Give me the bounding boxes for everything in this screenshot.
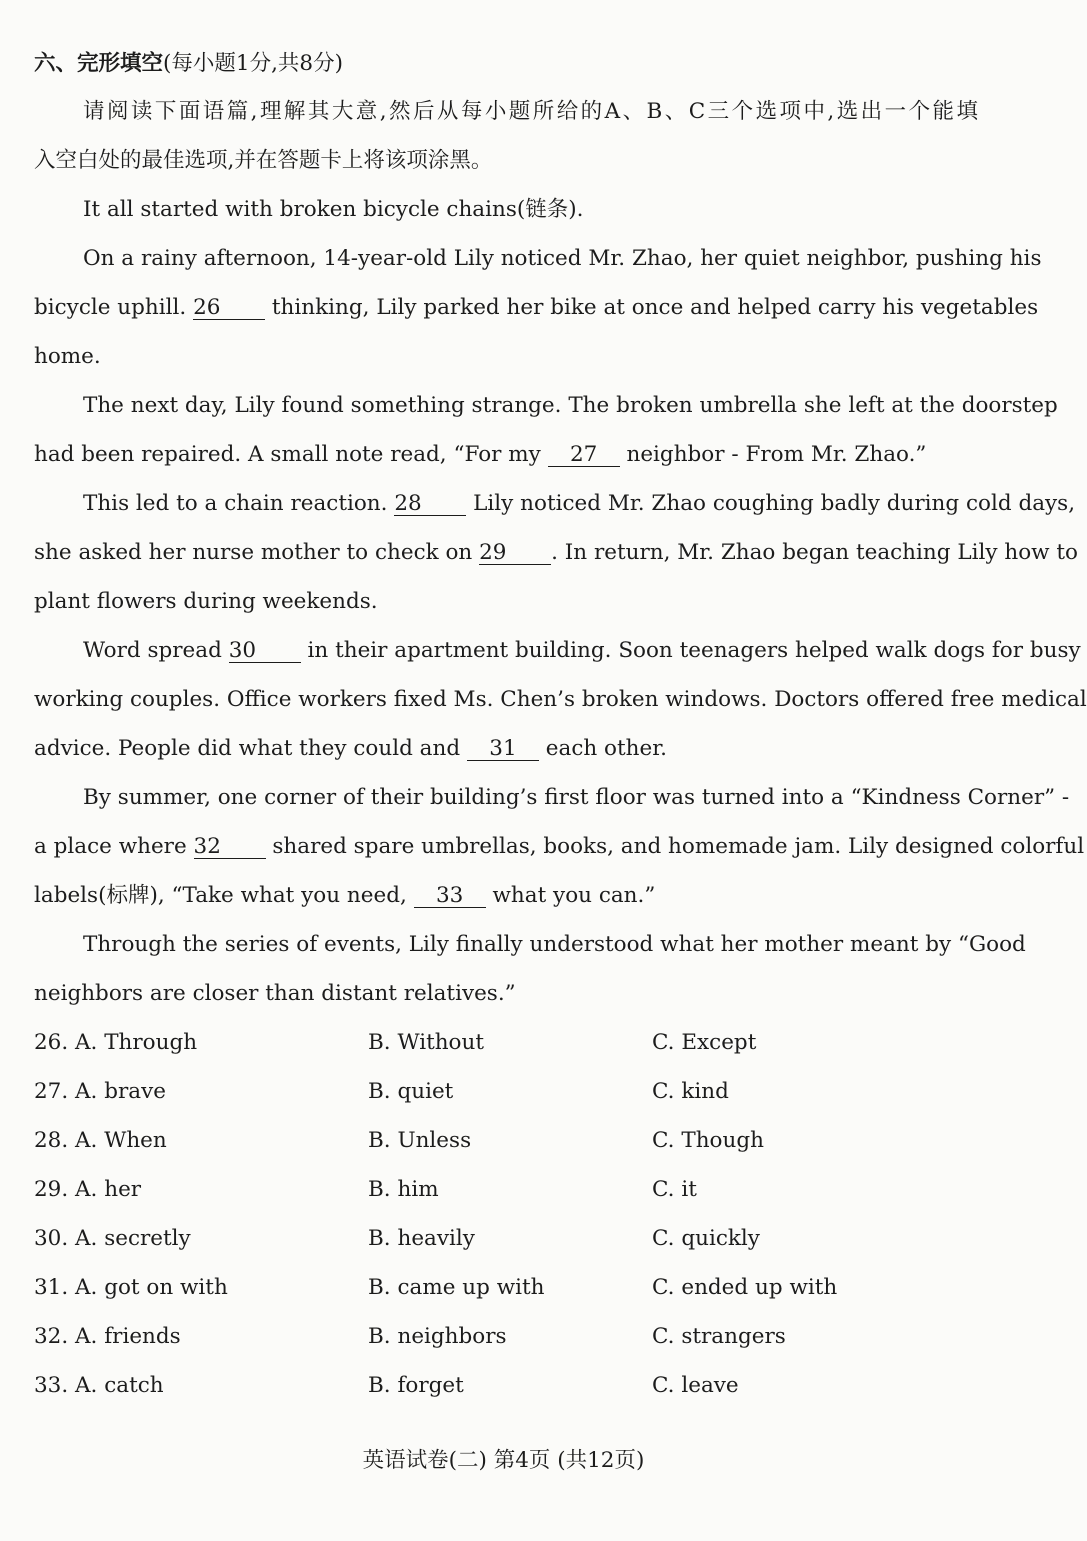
passage-line: It all started with broken bicycle chains(链条). [83,197,584,222]
passage-line [34,736,978,762]
blank-33: 33 [414,885,486,908]
passage-text: Word spread [83,638,222,663]
option-a: 32. A. friends [34,1324,181,1349]
passage-text: thinking, Lily parked her bike at once and helped carry his vegetables [271,295,1039,320]
option-b: B. Without [368,1030,484,1055]
passage-line: By summer, one corner of their building’s first floor was turned into a “Kindness Corner” - [83,785,1070,810]
option-c: C. strangers [652,1324,786,1349]
passage-line [34,295,1039,321]
passage-line: home. [34,344,101,369]
instructions-line-2: 入空白处的最佳选项,并在答题卡上将该项涂黑。 [34,148,493,173]
option-c: C. leave [652,1373,739,1398]
passage-line: The next day, Lily found something strange. The broken umbrella she left at the doorstep [83,393,1058,418]
passage-line [34,834,1085,860]
passage-text: a place where [34,834,187,859]
passage-line [83,638,1081,664]
passage-text: labels(标牌), “Take what you need, [34,883,407,908]
option-a: 26. A. Through [34,1030,198,1055]
option-b: B. Unless [368,1128,472,1153]
passage-text: This led to a chain reaction. [83,491,388,516]
option-c: C. Except [652,1030,757,1055]
passage-text: she asked her nurse mother to check on [34,540,473,565]
passage-line [34,540,1078,566]
section-title: 六、完形填空 [34,51,164,76]
option-a: 27. A. brave [34,1079,166,1104]
passage-text: neighbor - From Mr. Zhao.” [626,442,927,467]
blank-32: 32 [194,836,266,859]
blank-26: 26 [193,297,265,320]
passage-line [83,491,1076,517]
option-b: B. neighbors [368,1324,507,1349]
passage-text: Lily noticed Mr. Zhao coughing badly during cold days, [473,491,1076,516]
passage-text: shared spare umbrellas, books, and homemade jam. Lily designed colorful [272,834,1085,859]
option-c: C. kind [652,1079,729,1104]
passage-text: what you can.” [492,883,656,908]
passage-text: each other. [545,736,667,761]
passage-line [34,442,978,468]
section-heading [34,51,978,77]
option-b: B. him [368,1177,439,1202]
passage-line: plant flowers during weekends. [34,589,378,614]
option-a: 33. A. catch [34,1373,164,1398]
blank-30: 30 [229,640,301,663]
passage-text: had been repaired. A small note read, “For my [34,442,541,467]
section-note: (每小题1分,共8分) [163,51,343,76]
page-footer: 英语试卷(二) 第4页 (共12页) [362,1448,645,1473]
passage-line [34,883,978,909]
passage-text: . In return, Mr. Zhao began teaching Lily how to [551,540,1078,565]
option-a: 28. A. When [34,1128,167,1153]
instructions-line-1: 请阅读下面语篇,理解其大意,然后从每小题所给的A、B、C三个选项中,选出一个能填 [83,99,978,124]
option-c: C. quickly [652,1226,760,1251]
option-b: B. forget [368,1373,464,1398]
passage-text: in their apartment building. Soon teenagers helped walk dogs for busy [307,638,1081,663]
blank-29: 29 [479,542,551,565]
passage-line: Through the series of events, Lily finally understood what her mother meant by “Good [83,932,1026,957]
passage-text: advice. People did what they could and [34,736,461,761]
option-b: B. came up with [368,1275,545,1300]
passage-line: working couples. Office workers fixed Ms. Chen’s broken windows. Doctors offered free medical [34,687,1087,712]
option-a: 29. A. her [34,1177,142,1202]
option-b: B. quiet [368,1079,454,1104]
blank-28: 28 [394,493,466,516]
option-c: C. Though [652,1128,764,1153]
option-c: C. ended up with [652,1275,838,1300]
blank-27: 27 [548,444,620,467]
option-a: 31. A. got on with [34,1275,228,1300]
passage-line: neighbors are closer than distant relatives.” [34,981,516,1006]
option-b: B. heavily [368,1226,475,1251]
passage-text: bicycle uphill. [34,295,187,320]
blank-31: 31 [467,738,539,761]
option-a: 30. A. secretly [34,1226,191,1251]
option-c: C. it [652,1177,697,1202]
passage-line: On a rainy afternoon, 14-year-old Lily noticed Mr. Zhao, her quiet neighbor, pushing his [83,246,1042,271]
